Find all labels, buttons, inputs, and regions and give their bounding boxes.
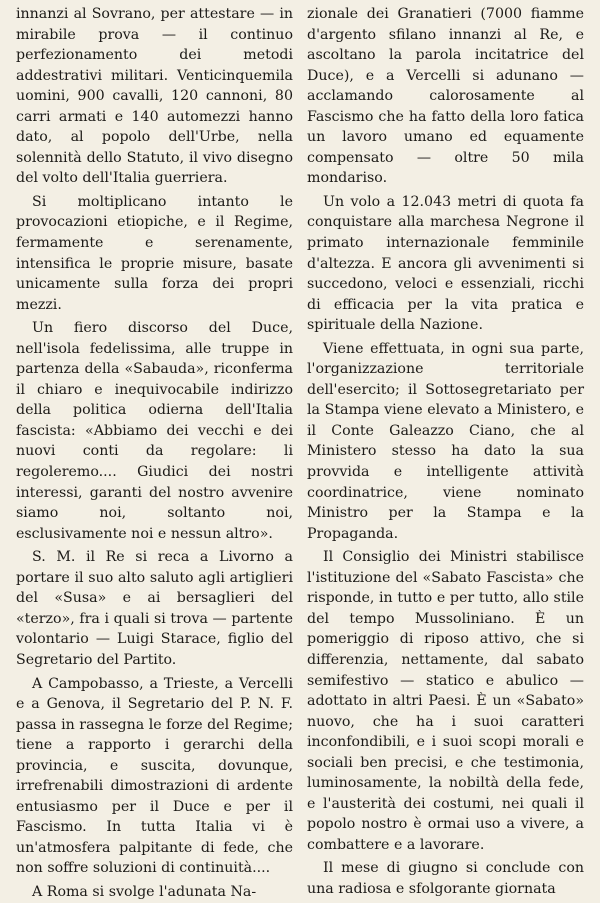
paragraph: Un fiero discorso del Duce, nell'isola fedelissima, alle truppe in partenza della «Sabauda», riconferma il chiaro e inequivocabile indirizzo della politica odierna dell'Italia fascista: «Abbiamo dei vecchi e dei nuovi conti da regolare: li regoleremo.... Giudici dei nostri interessi, garanti del nostro avvenire siamo noi, soltanto noi, esclusivamente noi e nessun altro».	[16, 320, 293, 542]
paragraph: Viene effettuata, in ogni sua parte, l'organizzazione territoriale dell'esercito; il Sottosegretariato per la Stampa viene elevato a Ministero, e il Conte Galeazzo Ciano, che al Ministero stesso ha dato la sua provvida e intelligente attività coordinatrice, viene nominato Ministro per la Stampa e la Propaganda.	[307, 340, 584, 542]
paragraph: Si moltiplicano intanto le provocazioni etiopiche, e il Regime, fermamente e serenamente, intensifica le proprie misure, basate unicamente sulla forza dei propri mezzi.	[16, 193, 293, 313]
paragraph: zionale dei Granatieri (7000 fiamme d'argento sfilano innanzi al Re, e ascoltano la parola incitatrice del Duce), e a Vercelli si adunano — acclamando calorosamente al Fascismo che ha fatto della loro fatica un lavoro umano ed equamente compensato — oltre 50 mila mondariso.	[307, 6, 584, 187]
paragraph: innanzi al Sovrano, per attestare — in mirabile prova — il continuo perfezionamento dei metodi addestrativi militari. Venticinquemila uomini, 900 cavalli, 120 cannoni, 80 carri armati e 140 automezzi hanno dato, al popolo dell'Urbe, nella solennità dello Statuto, il vivo disegno del volto dell'Italia guerriera.	[16, 6, 293, 187]
paragraph: Un volo a 12.043 metri di quota fa conquistare alla marchesa Negrone il primato internazionale femminile d'altezza. E ancora gli avvenimenti si succedono, veloci e essenziali, ricchi di efficacia per la vita pratica e spirituale della Nazione.	[307, 193, 584, 334]
paragraph: A Roma si svolge l'adunata Na-	[32, 883, 257, 900]
right-column	[307, 4, 584, 897]
paragraph: S. M. il Re si reca a Livorno a portare il suo alto saluto agli artiglieri del «Susa» e ai bersaglieri del «terzo», fra i quali si trova — partente volontario — Luigi Starace, figlio del Segretario del Partito.	[16, 549, 293, 668]
paragraph: Il mese di giugno si conclude con una radiosa e sfolgorante giornata	[307, 860, 584, 897]
paragraph: A Campobasso, a Trieste, a Vercelli e a Genova, il Segretario del P. N. F. passa in rassegna le forze del Regime; tiene a rapporto i gerarchi della provincia, e suscita, dovunque, irrefrenabili dimostrazioni di ardente entusiasmo per il Duce e per il Fascismo. In tutta Italia vi è un'atmosfera palpitante di fede, che non soffre soluzioni di continuità....	[16, 675, 293, 877]
paragraph: Il Consiglio dei Ministri stabilisce l'istituzione del «Sabato Fascista» che risponde, in tutto e per tutto, allo stile del tempo Mussoliniano. È un pomeriggio di riposo attivo, che si differenzia, nettamente, dal sabato semifestivo — statico e abulico — adottato in altri Paesi. È un «Sabato» nuovo, che ha i suoi caratteri inconfondibili, e i suoi scopi morali e sociali ben precisi, e che testimonia, luminosamente, la nobiltà della fede, e l'austerità dei costumi, nei quali il popolo nostro è ormai uso a vivere, a combattere e a lavorare.	[307, 549, 584, 853]
left-column	[16, 4, 293, 900]
